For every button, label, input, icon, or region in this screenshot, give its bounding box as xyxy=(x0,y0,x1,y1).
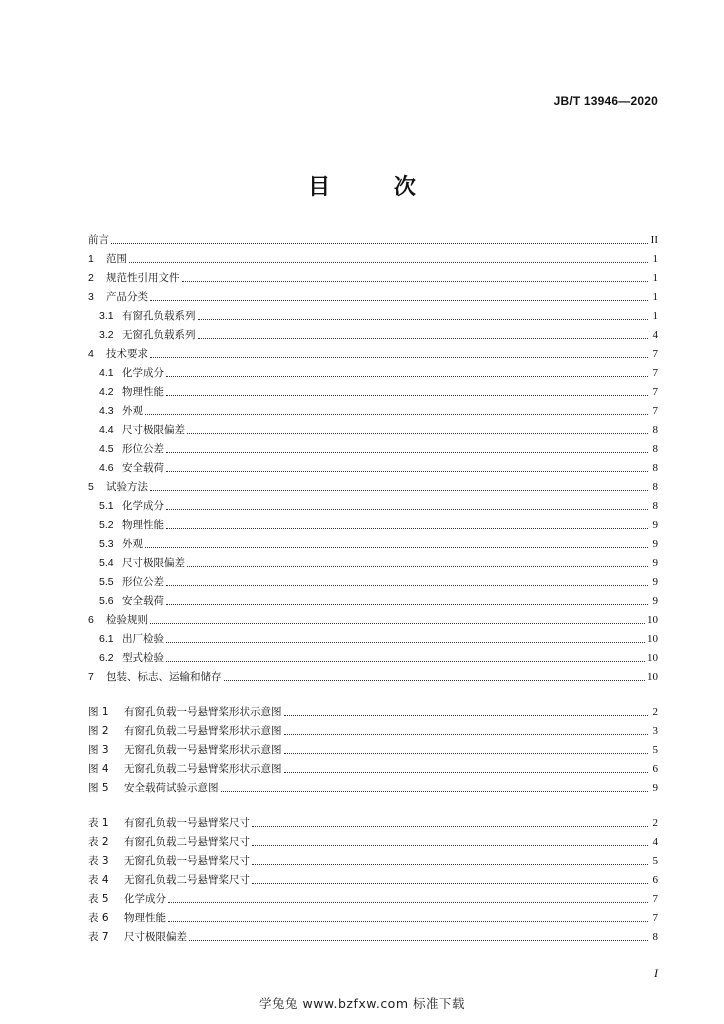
toc-entry-page: 7 xyxy=(652,348,658,360)
toc-entry-page: 8 xyxy=(652,462,658,474)
toc-entry-page: 1 xyxy=(652,253,658,265)
toc-entry[interactable] xyxy=(88,868,658,887)
dot-leader xyxy=(166,585,648,586)
toc-entry-title: 有窗孔负载二号悬臂桨尺寸 xyxy=(124,836,250,848)
toc-entry-title: 化学成分 xyxy=(124,893,166,905)
toc-entry-page: 6 xyxy=(652,763,658,775)
toc-entry-number: 5.6 xyxy=(99,595,114,607)
toc-entry-title: 无窗孔负载二号悬臂桨尺寸 xyxy=(124,874,250,886)
dot-leader xyxy=(224,680,646,681)
toc-entry[interactable] xyxy=(88,887,658,906)
toc-entry-number: 6.1 xyxy=(99,633,114,645)
toc-entry-number: 4.5 xyxy=(99,443,114,455)
toc-entry[interactable] xyxy=(88,304,658,323)
toc-entry[interactable] xyxy=(88,437,658,456)
toc-entry-number: 图 4 xyxy=(88,763,109,775)
toc-entry-page: 8 xyxy=(652,931,658,943)
toc-entry-number: 6.2 xyxy=(99,652,114,664)
toc-entry-title: 物理性能 xyxy=(124,912,166,924)
toc-entry-number: 表 7 xyxy=(88,931,109,943)
dot-leader xyxy=(252,883,648,884)
dot-leader xyxy=(252,826,648,827)
dot-leader xyxy=(145,547,648,548)
toc-entry-title: 无窗孔负载一号悬臂桨尺寸 xyxy=(124,855,250,867)
toc-entry-title: 有窗孔负载一号悬臂桨形状示意图 xyxy=(124,706,282,718)
toc-entry[interactable] xyxy=(88,418,658,437)
toc-entry-page: 5 xyxy=(652,744,658,756)
toc-entry-page: 1 xyxy=(652,291,658,303)
toc-entry-title: 包装、标志、运输和储存 xyxy=(106,671,222,683)
dot-leader xyxy=(252,864,648,865)
toc-entry-number: 表 2 xyxy=(88,836,109,848)
toc-entry-title: 尺寸极限偏差 xyxy=(122,424,185,436)
toc-entry[interactable] xyxy=(88,627,658,646)
toc-entry[interactable] xyxy=(88,811,658,830)
toc-entry[interactable] xyxy=(88,323,658,342)
toc-entry-title: 外观 xyxy=(122,405,143,417)
toc-entry-title: 检验规则 xyxy=(106,614,148,626)
dot-leader xyxy=(221,791,649,792)
toc-entry-page: 8 xyxy=(652,500,658,512)
toc-entry-page: 3 xyxy=(652,725,658,737)
toc-entry-title: 有窗孔负载一号悬臂桨尺寸 xyxy=(124,817,250,829)
toc-entry[interactable] xyxy=(88,830,658,849)
toc-entry[interactable] xyxy=(88,906,658,925)
dot-leader xyxy=(166,376,648,377)
toc-entry-number: 5 xyxy=(88,481,94,493)
toc-entry-number: 5.1 xyxy=(99,500,114,512)
dot-leader xyxy=(187,566,648,567)
toc-entry-title: 形位公差 xyxy=(122,576,164,588)
toc-entry-page: 4 xyxy=(652,329,658,341)
dot-leader xyxy=(150,623,645,624)
toc-entry-number: 表 3 xyxy=(88,855,109,867)
toc-entry-page: 5 xyxy=(652,855,658,867)
toc-entry-title: 出厂检验 xyxy=(122,633,164,645)
dot-leader xyxy=(166,509,648,510)
toc-entry-number: 5.5 xyxy=(99,576,114,588)
toc-entry-number: 图 1 xyxy=(88,706,109,718)
dot-leader xyxy=(189,940,648,941)
toc-entry-number: 4.1 xyxy=(99,367,114,379)
toc-entry-page: 6 xyxy=(652,874,658,886)
toc-entry-title: 尺寸极限偏差 xyxy=(122,557,185,569)
toc-entry-page: 1 xyxy=(652,272,658,284)
toc-entry-title: 形位公差 xyxy=(122,443,164,455)
toc-entry-number: 图 3 xyxy=(88,744,109,756)
toc-entry[interactable] xyxy=(88,570,658,589)
dot-leader xyxy=(150,300,648,301)
dot-leader xyxy=(187,433,648,434)
toc-entry-page: 9 xyxy=(652,595,658,607)
toc-entry-page: 8 xyxy=(652,481,658,493)
toc-entry-title: 化学成分 xyxy=(122,367,164,379)
toc-entry-title: 试验方法 xyxy=(106,481,148,493)
toc-entry-title: 外观 xyxy=(122,538,143,550)
toc-entry-page: 9 xyxy=(652,782,658,794)
toc-entry-number: 3.1 xyxy=(99,310,114,322)
toc-entry-number: 1 xyxy=(88,253,94,265)
toc-entry-number: 表 4 xyxy=(88,874,109,886)
toc-entry-page: 9 xyxy=(652,576,658,588)
toc-entry-title: 无窗孔负载二号悬臂桨形状示意图 xyxy=(124,763,282,775)
toc-entry-page: 1 xyxy=(652,310,658,322)
toc-entry-page: 10 xyxy=(647,652,658,664)
dot-leader xyxy=(168,921,648,922)
toc-entry-page: 2 xyxy=(652,706,658,718)
toc-entry[interactable] xyxy=(88,399,658,418)
page-number: I xyxy=(654,966,658,980)
dot-leader xyxy=(252,845,648,846)
toc-entry-number: 6 xyxy=(88,614,94,626)
toc-entry-number: 图 5 xyxy=(88,782,109,794)
toc-entry-title: 技术要求 xyxy=(106,348,148,360)
dot-leader xyxy=(166,471,648,472)
toc-entry-number: 5.2 xyxy=(99,519,114,531)
toc-entry-page: 9 xyxy=(652,557,658,569)
toc-entry[interactable] xyxy=(88,589,658,608)
toc-entry[interactable] xyxy=(88,849,658,868)
toc-entry-page: 4 xyxy=(652,836,658,848)
toc-entry-page: 8 xyxy=(652,424,658,436)
dot-leader xyxy=(150,357,648,358)
toc-entry[interactable] xyxy=(88,757,658,776)
dot-leader xyxy=(284,715,649,716)
toc-entry-page: 7 xyxy=(652,405,658,417)
toc-entry[interactable] xyxy=(88,665,658,684)
dot-leader xyxy=(166,528,648,529)
toc-entry-title: 规范性引用文件 xyxy=(106,272,180,284)
toc-entry[interactable] xyxy=(88,925,658,944)
toc-entry-title: 型式检验 xyxy=(122,652,164,664)
toc-entry-number: 4.3 xyxy=(99,405,114,417)
toc-entry-page: II xyxy=(650,234,658,246)
toc-entry-number: 4.4 xyxy=(99,424,114,436)
dot-leader xyxy=(284,753,649,754)
dot-leader xyxy=(150,490,648,491)
toc-entry-page: 10 xyxy=(647,671,658,683)
toc-entry[interactable] xyxy=(88,494,658,513)
toc-entry-page: 10 xyxy=(647,614,658,626)
dot-leader xyxy=(168,902,648,903)
toc-entry[interactable] xyxy=(88,266,658,285)
toc-entry-number: 表 1 xyxy=(88,817,109,829)
toc-entry-title: 无窗孔负载系列 xyxy=(122,329,196,341)
dot-leader xyxy=(166,395,648,396)
toc-entry[interactable] xyxy=(88,456,658,475)
toc-title: 目 次 xyxy=(308,175,444,200)
toc-entry-title: 安全载荷 xyxy=(122,462,164,474)
dot-leader xyxy=(111,243,648,244)
toc-entry-number: 5.4 xyxy=(99,557,114,569)
toc-entry[interactable] xyxy=(88,513,658,532)
toc-entry-number: 7 xyxy=(88,671,94,683)
toc-entry[interactable] xyxy=(88,342,658,361)
toc-entry[interactable] xyxy=(88,380,658,399)
dot-leader xyxy=(182,281,649,282)
toc-entry-number: 图 2 xyxy=(88,725,109,737)
toc-entry-title: 有窗孔负载系列 xyxy=(122,310,196,322)
dot-leader xyxy=(198,319,649,320)
toc-entry[interactable] xyxy=(88,228,658,247)
toc-entry-page: 8 xyxy=(652,443,658,455)
toc-entry-title: 产品分类 xyxy=(106,291,148,303)
toc-entry[interactable] xyxy=(88,247,658,266)
toc-entry[interactable] xyxy=(88,719,658,738)
dot-leader xyxy=(129,262,648,263)
toc-entry-number: 3 xyxy=(88,291,94,303)
toc-entry-title: 物理性能 xyxy=(122,386,164,398)
dot-leader xyxy=(284,772,649,773)
toc-entry[interactable] xyxy=(88,475,658,494)
dot-leader xyxy=(166,604,648,605)
toc-entry-title: 物理性能 xyxy=(122,519,164,531)
toc-entry[interactable] xyxy=(88,776,658,795)
toc-entry[interactable] xyxy=(88,551,658,570)
toc-entry-number: 表 6 xyxy=(88,912,109,924)
toc-entry-number: 4.6 xyxy=(99,462,114,474)
toc-entry-page: 7 xyxy=(652,893,658,905)
toc-entry-title: 安全载荷 xyxy=(122,595,164,607)
dot-leader xyxy=(198,338,649,339)
dot-leader xyxy=(166,642,645,643)
toc-entry[interactable] xyxy=(88,532,658,551)
toc-entry-title: 安全载荷试验示意图 xyxy=(124,782,219,794)
dot-leader xyxy=(166,452,648,453)
toc-entry-title: 尺寸极限偏差 xyxy=(124,931,187,943)
toc-entry-page: 10 xyxy=(647,633,658,645)
toc-entry-page: 7 xyxy=(652,386,658,398)
watermark-text: 学兔兔 www.bzfxw.com 标准下载 xyxy=(259,996,465,1011)
toc-entry-number: 3.2 xyxy=(99,329,114,341)
toc-entry-page: 7 xyxy=(652,912,658,924)
toc-entry-title: 前言 xyxy=(88,234,109,246)
toc-entry-number: 4 xyxy=(88,348,94,360)
table-of-contents xyxy=(88,228,658,944)
toc-entry-title: 范围 xyxy=(106,253,127,265)
dot-leader xyxy=(145,414,648,415)
standard-code: JB/T 13946—2020 xyxy=(553,94,658,108)
toc-entry-page: 9 xyxy=(652,538,658,550)
dot-leader xyxy=(284,734,649,735)
toc-entry[interactable] xyxy=(88,285,658,304)
toc-entry-page: 7 xyxy=(652,367,658,379)
toc-entry-page: 9 xyxy=(652,519,658,531)
toc-entry-title: 化学成分 xyxy=(122,500,164,512)
toc-entry-number: 2 xyxy=(88,272,94,284)
toc-entry[interactable] xyxy=(88,608,658,627)
toc-entry-title: 无窗孔负载一号悬臂桨形状示意图 xyxy=(124,744,282,756)
toc-entry[interactable] xyxy=(88,361,658,380)
toc-entry-title: 有窗孔负载二号悬臂桨形状示意图 xyxy=(124,725,282,737)
toc-entry[interactable] xyxy=(88,646,658,665)
toc-entry-number: 表 5 xyxy=(88,893,109,905)
toc-entry[interactable] xyxy=(88,738,658,757)
toc-entry[interactable] xyxy=(88,700,658,719)
dot-leader xyxy=(166,661,645,662)
toc-entry-number: 5.3 xyxy=(99,538,114,550)
toc-entry-number: 4.2 xyxy=(99,386,114,398)
toc-entry-page: 2 xyxy=(652,817,658,829)
